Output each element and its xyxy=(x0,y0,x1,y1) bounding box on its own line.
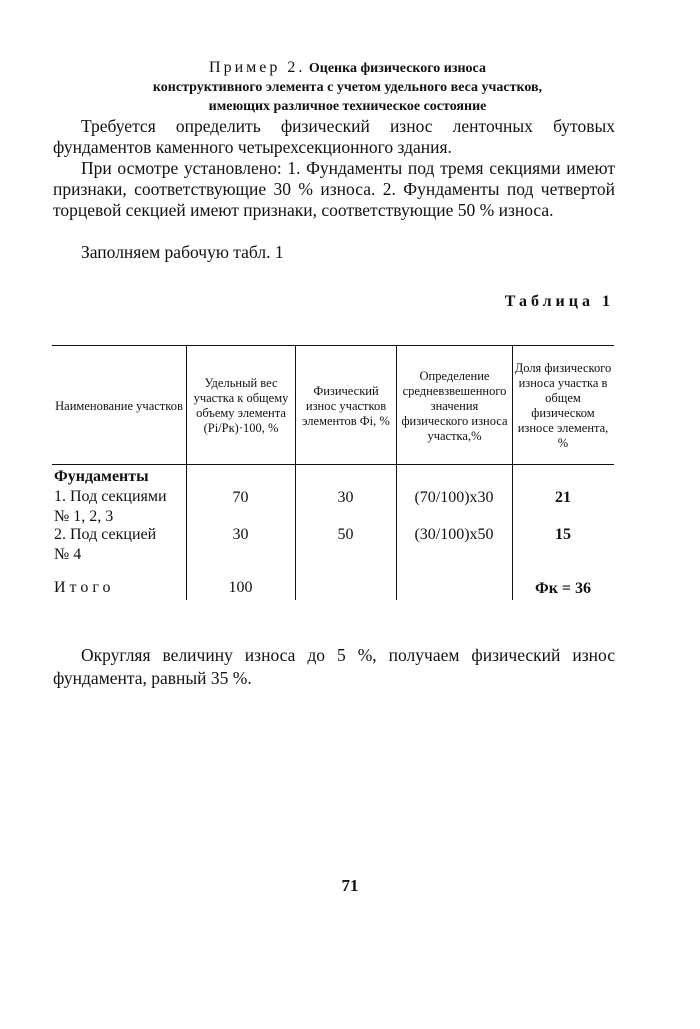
row-2-share: 30 xyxy=(232,526,249,543)
table-top-rule xyxy=(52,345,614,346)
row-2-part: 15 xyxy=(555,526,571,543)
conclusion-paragraph xyxy=(53,644,615,690)
row-1-calc: (70/100)x30 xyxy=(414,489,494,506)
paragraph-fill-table-text: Заполняем рабочую табл. 1 xyxy=(81,242,284,262)
row-2-name-line-1: 2. Под секцией xyxy=(54,526,157,543)
paragraph-task-text: Требуется определить физический износ ленточных бутовых фундаментов каменного четырехсекционного здания. xyxy=(53,116,615,157)
table-col-divider xyxy=(512,345,513,600)
table-col-divider xyxy=(186,345,187,600)
header-name: Наименование участков xyxy=(55,398,183,413)
row-2-calc: (30/100)x50 xyxy=(414,526,494,543)
header-part: Доля физического износа участка в общем физическом износе элемента, % xyxy=(514,361,612,450)
row-2-name-line-2: № 4 xyxy=(54,546,82,563)
heading-line-2: конструктивного элемента с учетом удельного веса участков, xyxy=(152,80,543,95)
example-label: Пример 2. xyxy=(209,59,306,76)
heading-line-3: имеющих различное техническое состояние xyxy=(208,99,487,114)
row-1-share: 70 xyxy=(232,489,249,506)
header-wear: Физический износ участков элементов Фi, % xyxy=(302,383,390,428)
paragraph-task xyxy=(53,116,615,158)
row-1-name-line-1: 1. Под секциями xyxy=(54,488,167,505)
total-part: Фк = 36 xyxy=(534,580,592,597)
paragraph-inspection xyxy=(53,158,615,221)
total-label: Итого xyxy=(54,579,115,596)
group-label: Фундаменты xyxy=(54,468,149,485)
page-number: 71 xyxy=(341,876,359,895)
header-calc: Определение средневзвешенного значения физического износа участка,% xyxy=(401,368,508,443)
row-2-wear: 50 xyxy=(337,526,354,543)
table-col-divider xyxy=(295,345,296,600)
row-1-part: 21 xyxy=(555,489,571,506)
conclusion-text: Округляя величину износа до 5 %, получаем физический износ фундамента, равный 35 %. xyxy=(53,645,615,688)
heading-title: Оценка физического износа xyxy=(308,61,486,76)
heading-line-1 xyxy=(80,58,615,78)
header-share: Удельный вес участка к общему объему элемента (Pi/Pк)·100, % xyxy=(193,376,289,435)
paragraph-inspection-text: При осмотре установлено: 1. Фундаменты под тремя секциями имеют признаки, соответствующие 30 % износа. 2. Фундаменты под четвертой торцевой секцией имеют признаки, соответствующие 50 % износа. xyxy=(53,158,615,220)
example-heading xyxy=(80,58,615,116)
table-header-rule xyxy=(52,464,614,465)
table-col-divider xyxy=(396,345,397,600)
row-1-name-line-2: № 1, 2, 3 xyxy=(54,508,114,525)
table-caption: Таблица 1 xyxy=(504,293,614,310)
paragraph-fill-table xyxy=(53,242,615,263)
row-1-wear: 30 xyxy=(337,489,354,506)
total-share: 100 xyxy=(228,579,253,596)
